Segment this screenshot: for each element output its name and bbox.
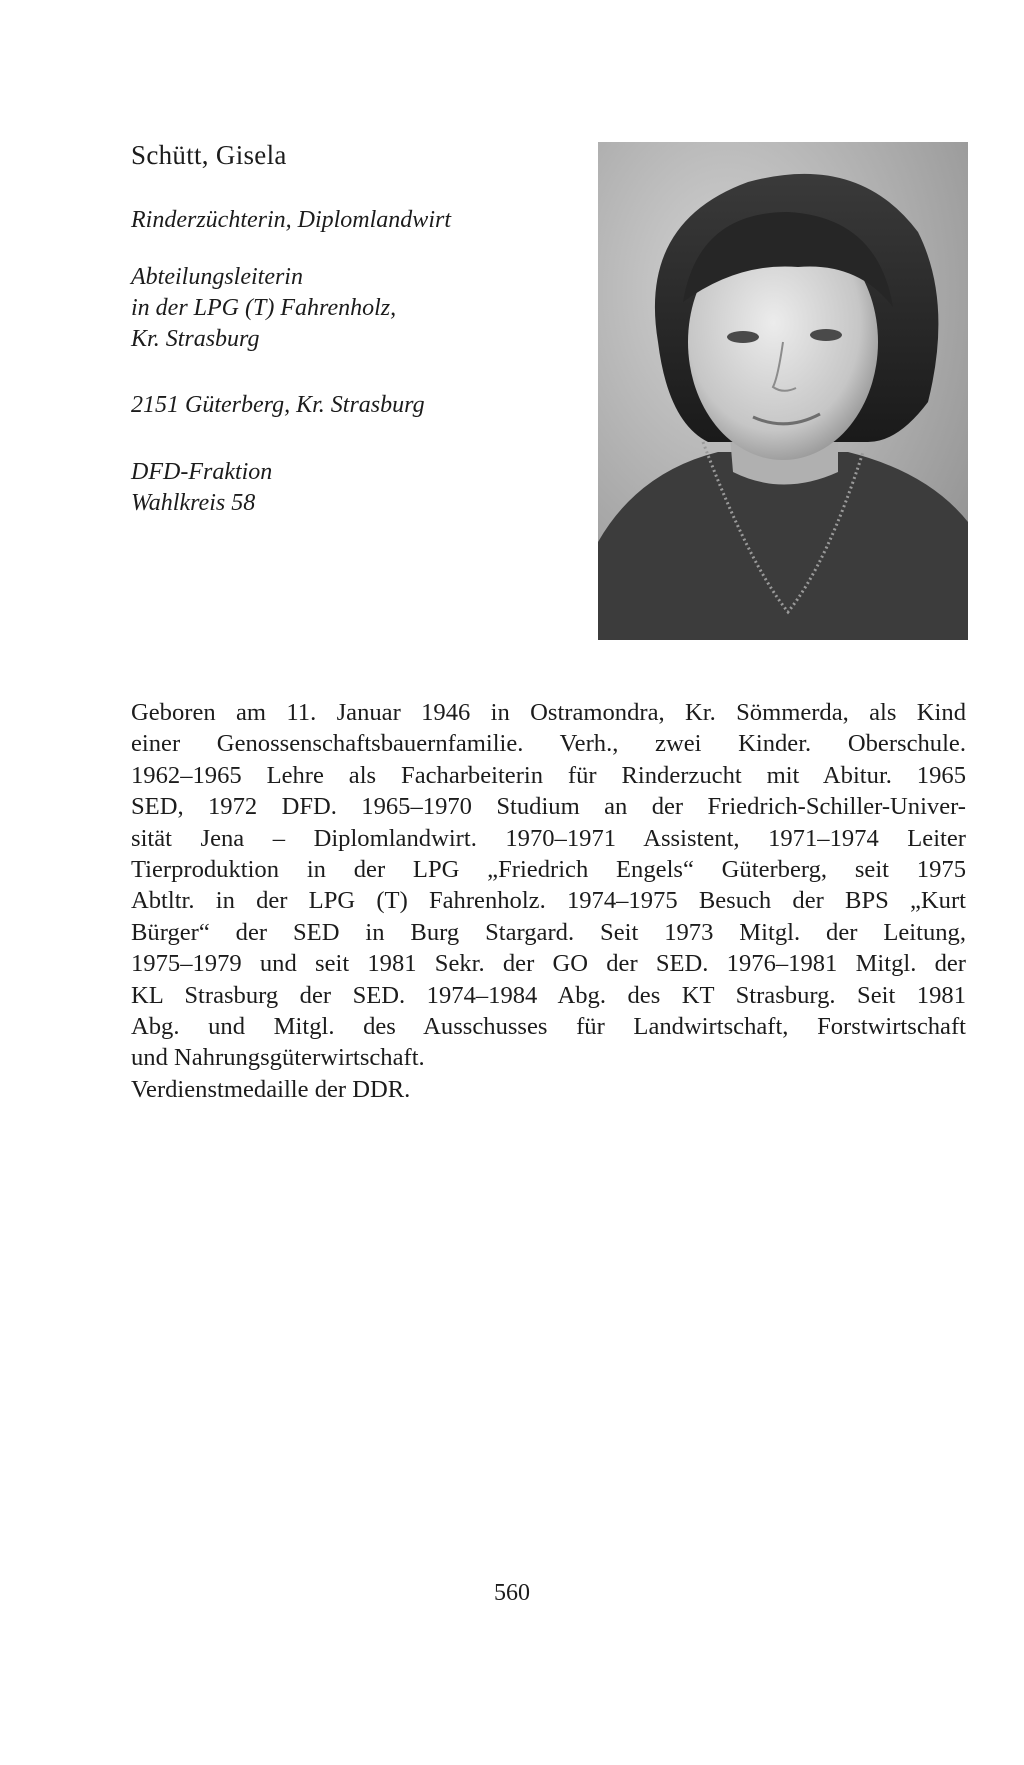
position-block — [131, 262, 396, 355]
electoral-district: Wahlkreis 58 — [131, 490, 256, 516]
biography — [131, 697, 966, 1105]
portrait-photo — [598, 142, 968, 640]
person-name: Schütt, Gisela — [131, 140, 287, 170]
biography-line: Geboren am 11. Januar 1946 in Ostramondra, Kr. Sömmerda, als Kind — [131, 699, 966, 726]
page-number: 560 — [494, 1580, 530, 1606]
award-line: Verdienstmedaille der DDR. — [131, 1075, 411, 1103]
biography-line: Abg. und Mitgl. des Ausschusses für Landwirtschaft, Forstwirtschaft — [131, 1013, 966, 1041]
position-line: in der LPG (T) Fahrenholz, — [131, 295, 397, 321]
profession — [131, 205, 451, 236]
biography-line: Tierproduktion in der LPG „Friedrich Engels“ Güterberg, seit 1975 — [131, 856, 966, 884]
biography-line: sität Jena – Diplomlandwirt. 1970–1971 Assistent, 1971–1974 Leiter — [131, 824, 966, 852]
address-text: 2151 Güterberg, Kr. Strasburg — [131, 392, 425, 418]
faction-name: DFD-Fraktion — [131, 459, 273, 485]
profession-text: Rinderzüchterin, Diplomlandwirt — [131, 207, 451, 233]
biography-line: Bürger“ der SED in Burg Stargard. Seit 1973 Mitgl. der Leitung, — [131, 918, 966, 946]
address-block — [131, 390, 425, 421]
biography-line: SED, 1972 DFD. 1965–1970 Studium an der Friedrich-Schiller-Univer- — [131, 793, 966, 821]
biography-line: 1962–1965 Lehre als Facharbeiterin für Rinderzucht mit Abitur. 1965 — [131, 761, 966, 789]
biography-line: KL Strasburg der SED. 1974–1984 Abg. des KT Strasburg. Seit 1981 — [131, 981, 966, 1009]
biography-line: und Nahrungsgüterwirtschaft. — [131, 1044, 425, 1072]
biography-line: 1975–1979 und seit 1981 Sekr. der GO der SED. 1976–1981 Mitgl. der — [131, 950, 966, 978]
position-line: Abteilungsleiterin — [131, 264, 303, 290]
faction-block — [131, 457, 272, 519]
biography-line: einer Genossenschaftsbauernfamilie. Verh., zwei Kinder. Oberschule. — [131, 730, 966, 758]
biography-line: Abtltr. in der LPG (T) Fahrenholz. 1974–1975 Besuch der BPS „Kurt — [131, 887, 966, 915]
position-line: Kr. Strasburg — [131, 326, 260, 352]
